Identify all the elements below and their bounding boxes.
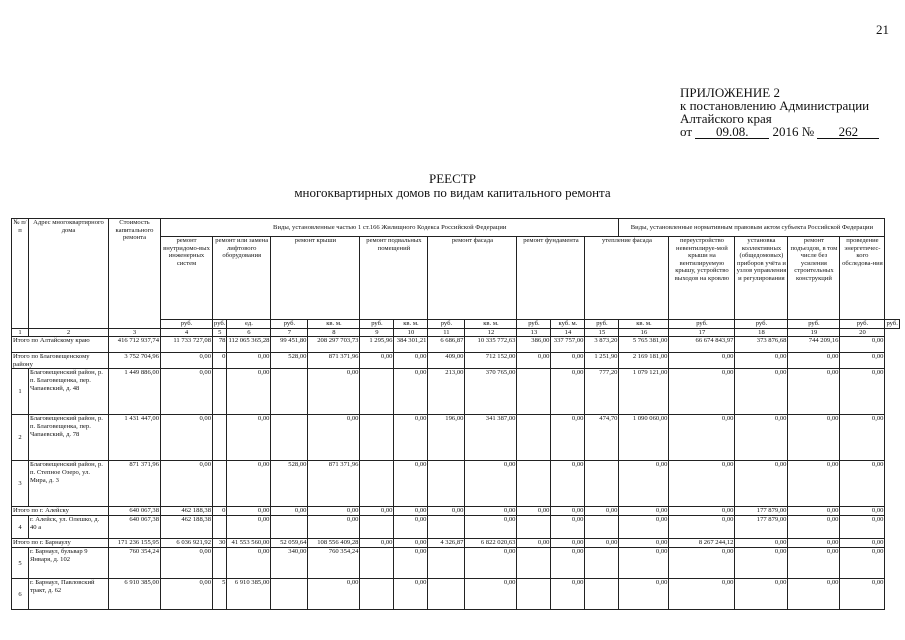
row-value: 5 bbox=[213, 579, 227, 610]
header-work-roof-conversion: переустройство невентилируе-мой крыши на вентилируемую крышу, устройство выходов на кровлю bbox=[669, 237, 735, 320]
row-value: 474,70 bbox=[585, 415, 619, 461]
row-value: 177 879,00 bbox=[735, 516, 788, 539]
row-value: 340,00 bbox=[271, 548, 308, 579]
row-value bbox=[517, 369, 551, 415]
unit-cell: руб. bbox=[886, 320, 898, 327]
column-number-cell: 12 bbox=[465, 328, 517, 337]
row-value bbox=[271, 516, 308, 539]
table-total-row bbox=[12, 353, 900, 369]
row-value bbox=[271, 579, 308, 610]
row-address: г. Барнаул, Павловский тракт, д. 62 bbox=[29, 579, 109, 610]
row-value: 3 873,20 bbox=[585, 337, 619, 353]
row-address: Благовещенский район, р. п. Благовещенка, пер. Чапаевский, д. 78 bbox=[29, 415, 109, 461]
row-value bbox=[213, 461, 227, 507]
row-value: 11 733 727,08 bbox=[161, 337, 213, 353]
table-total-row bbox=[12, 507, 900, 516]
row-value: 777,20 bbox=[585, 369, 619, 415]
row-value: 0,00 bbox=[619, 516, 669, 539]
header-address: Адрес многоквартирного дома bbox=[29, 219, 109, 329]
table-row bbox=[12, 579, 900, 610]
row-value bbox=[428, 516, 465, 539]
row-value: 0,00 bbox=[551, 516, 585, 539]
row-value: 0,00 bbox=[551, 353, 585, 369]
row-value: 0,00 bbox=[619, 548, 669, 579]
column-number-cell: 16 bbox=[619, 328, 669, 337]
row-value bbox=[585, 579, 619, 610]
unit-cell: куб. м. bbox=[551, 320, 585, 329]
appendix-from: от bbox=[680, 124, 693, 139]
row-value: 0,00 bbox=[394, 539, 428, 548]
column-number-cell: 20 bbox=[840, 328, 885, 337]
row-value: 0,00 bbox=[465, 461, 517, 507]
row-value bbox=[271, 369, 308, 415]
row-value: 0,00 bbox=[308, 507, 360, 516]
row-value: 0,00 bbox=[840, 516, 885, 539]
unit-cell: руб. bbox=[214, 320, 226, 327]
row-value: 0,00 bbox=[735, 415, 788, 461]
row-value: 0,00 bbox=[840, 548, 885, 579]
row-value: 0,00 bbox=[619, 579, 669, 610]
row-value: 0,00 bbox=[788, 461, 840, 507]
header-work-energy-audit: проведение энергетичес-кого обследова-ния bbox=[840, 237, 885, 320]
row-total-label: Итого по Благовещенскому району bbox=[12, 353, 109, 369]
row-value: 8 267 244,12 bbox=[669, 539, 735, 548]
row-value: 0,00 bbox=[735, 461, 788, 507]
row-value bbox=[360, 461, 394, 507]
row-value: 177 879,00 bbox=[735, 507, 788, 516]
unit-cell: кв. м. bbox=[465, 320, 517, 329]
row-value: 0,00 bbox=[227, 353, 271, 369]
row-value: 0,00 bbox=[161, 369, 213, 415]
row-number: 1 bbox=[12, 369, 29, 415]
unit-cell: руб. bbox=[669, 320, 735, 329]
row-value: 0,00 bbox=[394, 415, 428, 461]
row-value: 6 822 020,63 bbox=[465, 539, 517, 548]
row-number: 5 bbox=[12, 548, 29, 579]
row-value: 0,00 bbox=[394, 461, 428, 507]
row-value: 6 910 385,00 bbox=[109, 579, 161, 610]
row-value bbox=[213, 548, 227, 579]
row-value bbox=[213, 369, 227, 415]
row-value: 0,00 bbox=[840, 353, 885, 369]
row-value: 0,00 bbox=[551, 548, 585, 579]
row-value: 0,00 bbox=[308, 415, 360, 461]
row-value: 0,00 bbox=[227, 507, 271, 516]
column-number-cell: 11 bbox=[428, 328, 465, 337]
row-value bbox=[585, 548, 619, 579]
column-number-cell: 8 bbox=[308, 328, 360, 337]
column-number-cell: 13 bbox=[517, 328, 551, 337]
appendix-region: Алтайского края bbox=[680, 111, 772, 126]
row-address: Благовещенский район, р. п. Степное Озеро, ул. Мира, д. 3 bbox=[29, 461, 109, 507]
column-number-cell: 1 bbox=[12, 328, 29, 337]
row-value: 3 752 704,96 bbox=[109, 353, 161, 369]
row-total-label: Итого по г. Барнаулу bbox=[12, 539, 109, 548]
row-value: 0,00 bbox=[735, 369, 788, 415]
row-value: 0,00 bbox=[465, 579, 517, 610]
row-value: 5 765 381,00 bbox=[619, 337, 669, 353]
header-work-basement: ремонт подвальных помещений bbox=[360, 237, 428, 320]
row-value: 0,00 bbox=[227, 369, 271, 415]
row-value bbox=[360, 415, 394, 461]
row-value: 0,00 bbox=[308, 516, 360, 539]
row-value: 0,00 bbox=[788, 539, 840, 548]
row-value: 0,00 bbox=[227, 548, 271, 579]
row-value: 0,00 bbox=[161, 461, 213, 507]
row-number: 4 bbox=[12, 516, 29, 539]
row-address: г. Барнаул, бульвар 9 Января, д. 102 bbox=[29, 548, 109, 579]
row-value: 0,00 bbox=[735, 353, 788, 369]
row-value: 0,00 bbox=[428, 507, 465, 516]
row-value: 0,00 bbox=[788, 548, 840, 579]
row-value: 0,00 bbox=[840, 369, 885, 415]
row-value bbox=[428, 548, 465, 579]
row-value: 409,00 bbox=[428, 353, 465, 369]
row-value: 0,00 bbox=[788, 415, 840, 461]
row-value bbox=[428, 461, 465, 507]
appendix-title: ПРИЛОЖЕНИЕ 2 bbox=[680, 85, 780, 100]
column-number-cell: 9 bbox=[360, 328, 394, 337]
column-number-cell: 19 bbox=[788, 328, 840, 337]
column-number-cell: 3 bbox=[109, 328, 161, 337]
row-value: 0,00 bbox=[585, 507, 619, 516]
row-value: 0,00 bbox=[227, 415, 271, 461]
row-value: 0 bbox=[213, 507, 227, 516]
row-value: 108 556 409,28 bbox=[308, 539, 360, 548]
row-value bbox=[585, 461, 619, 507]
row-value: 337 757,00 bbox=[551, 337, 585, 353]
row-value bbox=[428, 579, 465, 610]
row-value: 0,00 bbox=[161, 548, 213, 579]
unit-cell: ед. bbox=[227, 320, 271, 329]
header-work-roof: ремонт крыши bbox=[271, 237, 360, 320]
row-value: 341 387,00 bbox=[465, 415, 517, 461]
row-value: 0,00 bbox=[840, 539, 885, 548]
column-number-cell: 17 bbox=[669, 328, 735, 337]
row-value: 370 765,00 bbox=[465, 369, 517, 415]
header-work-insulation: утепление фасада bbox=[585, 237, 669, 320]
row-value: 52 059,64 bbox=[271, 539, 308, 548]
row-value: 462 188,38 bbox=[161, 516, 213, 539]
column-number-cell: 5 bbox=[213, 328, 227, 337]
row-value: 0,00 bbox=[551, 579, 585, 610]
unit-cell: руб. bbox=[428, 320, 465, 329]
row-value bbox=[213, 415, 227, 461]
row-total-label: Итого по Алтайскому краю bbox=[12, 337, 109, 353]
registry-table bbox=[11, 218, 900, 610]
header-group-housing-code: Виды, установленные частью 1 ст.166 Жилищного Кодекса Российской Федерации bbox=[161, 219, 619, 237]
row-value: 6 036 921,92 bbox=[161, 539, 213, 548]
row-value: 0,00 bbox=[517, 353, 551, 369]
row-value: 0,00 bbox=[551, 461, 585, 507]
table-row bbox=[12, 516, 900, 539]
row-value: 99 451,80 bbox=[271, 337, 308, 353]
unit-cell: кв. м. bbox=[619, 320, 669, 329]
row-value: 0,00 bbox=[788, 516, 840, 539]
row-value: 1 449 886,00 bbox=[109, 369, 161, 415]
row-value bbox=[360, 579, 394, 610]
row-value bbox=[517, 516, 551, 539]
row-value: 0,00 bbox=[619, 539, 669, 548]
row-value: 462 188,38 bbox=[161, 507, 213, 516]
row-value: 0,00 bbox=[517, 539, 551, 548]
header-work-entrances: ремонт подъездов, в том числе без усиления строительных конструкций bbox=[788, 237, 840, 320]
row-value bbox=[517, 415, 551, 461]
row-value: 760 354,24 bbox=[308, 548, 360, 579]
row-value: 0,00 bbox=[840, 461, 885, 507]
row-value bbox=[517, 548, 551, 579]
row-value: 640 067,38 bbox=[109, 507, 161, 516]
row-value bbox=[213, 516, 227, 539]
row-value: 0,00 bbox=[735, 579, 788, 610]
row-value: 871 371,96 bbox=[308, 461, 360, 507]
header-work-foundation: ремонт фундамента bbox=[517, 237, 585, 320]
row-value: 30 bbox=[213, 539, 227, 548]
row-value: 0,00 bbox=[788, 507, 840, 516]
row-value: 0,00 bbox=[271, 507, 308, 516]
row-value: 0,00 bbox=[465, 507, 517, 516]
table-row bbox=[12, 415, 900, 461]
appendix-date-line bbox=[680, 125, 879, 139]
row-value bbox=[517, 579, 551, 610]
row-value: 1 431 447,00 bbox=[109, 415, 161, 461]
row-value: 6 910 385,00 bbox=[227, 579, 271, 610]
row-value: 1 079 121,00 bbox=[619, 369, 669, 415]
row-value: 1 251,90 bbox=[585, 353, 619, 369]
table-row bbox=[12, 548, 900, 579]
row-value: 41 553 560,00 bbox=[227, 539, 271, 548]
header-work-meters: установка коллективных (общедомовых) приборов учёта и узлов управления и регулирования bbox=[735, 237, 788, 320]
appendix-block bbox=[680, 86, 879, 139]
row-value: 0,00 bbox=[840, 415, 885, 461]
row-value: 0,00 bbox=[394, 369, 428, 415]
row-value: 0,00 bbox=[551, 507, 585, 516]
row-value: 0,00 bbox=[551, 539, 585, 548]
row-value: 386,00 bbox=[517, 337, 551, 353]
header-work-engineering: ремонт внутридомо-вых инженерных систем bbox=[161, 237, 213, 320]
row-value: 6 686,87 bbox=[428, 337, 465, 353]
row-value: 0,00 bbox=[465, 516, 517, 539]
header-cost: Стоимость капитального ремонта bbox=[109, 219, 161, 329]
row-value: 0,00 bbox=[669, 461, 735, 507]
row-value: 871 371,96 bbox=[109, 461, 161, 507]
row-number: 2 bbox=[12, 415, 29, 461]
unit-cell: руб. bbox=[271, 320, 308, 329]
row-value: 0,00 bbox=[161, 579, 213, 610]
header-group-regional: Виды, установленные нормативным правовым актом субъекта Российской Федерации bbox=[619, 219, 885, 237]
row-value: 1 090 060,00 bbox=[619, 415, 669, 461]
table-total-row bbox=[12, 539, 900, 548]
unit-cell: кв. м. bbox=[308, 320, 360, 329]
table-row bbox=[12, 461, 900, 507]
row-value: 196,00 bbox=[428, 415, 465, 461]
unit-cell: руб. bbox=[840, 320, 885, 329]
row-value: 0,00 bbox=[669, 353, 735, 369]
row-value: 0,00 bbox=[735, 548, 788, 579]
row-value: 0,00 bbox=[669, 369, 735, 415]
unit-cell: руб. bbox=[517, 320, 551, 329]
row-address: г. Алейск, ул. Олешко, д. 40 а bbox=[29, 516, 109, 539]
row-value: 4 326,87 bbox=[428, 539, 465, 548]
header-num: № п/п bbox=[12, 219, 29, 329]
row-value: 0,00 bbox=[669, 516, 735, 539]
row-value: 0,00 bbox=[161, 415, 213, 461]
column-number-cell: 10 bbox=[394, 328, 428, 337]
row-value: 0,00 bbox=[788, 353, 840, 369]
header-work-facade: ремонт фасада bbox=[428, 237, 517, 320]
column-number-cell: 4 bbox=[161, 328, 213, 337]
row-value: 0,00 bbox=[788, 579, 840, 610]
row-value: 528,00 bbox=[271, 461, 308, 507]
row-value: 0,00 bbox=[551, 415, 585, 461]
row-number: 3 bbox=[12, 461, 29, 507]
row-value bbox=[360, 548, 394, 579]
column-number-cell: 15 bbox=[585, 328, 619, 337]
row-value: 0,00 bbox=[669, 579, 735, 610]
row-value bbox=[585, 516, 619, 539]
row-value: 528,00 bbox=[271, 353, 308, 369]
row-value: 0,00 bbox=[227, 516, 271, 539]
unit-cell: руб. bbox=[585, 320, 619, 329]
row-value: 0,00 bbox=[161, 353, 213, 369]
registry-title: РЕЕСТР bbox=[429, 171, 476, 186]
column-number-cell: 18 bbox=[735, 328, 788, 337]
row-value: 0,00 bbox=[394, 353, 428, 369]
row-value: 0,00 bbox=[308, 579, 360, 610]
row-value: 213,00 bbox=[428, 369, 465, 415]
row-address: Благовещенский район, р. п. Благовещенка, пер. Чапаевский, д. 48 bbox=[29, 369, 109, 415]
row-value: 0,00 bbox=[840, 579, 885, 610]
row-value: 0,00 bbox=[394, 579, 428, 610]
unit-cell: руб. bbox=[161, 320, 213, 329]
row-value: 0,00 bbox=[619, 461, 669, 507]
row-value: 0,00 bbox=[788, 369, 840, 415]
column-number-cell: 6 bbox=[227, 328, 271, 337]
appendix-resolution: к постановлению Администрации bbox=[680, 98, 870, 113]
row-value: 66 674 843,97 bbox=[669, 337, 735, 353]
row-total-label: Итого по г. Алейску bbox=[12, 507, 109, 516]
page-number: 21 bbox=[876, 22, 889, 37]
row-value: 0,00 bbox=[840, 507, 885, 516]
registry-subtitle: многоквартирных домов по видам капитального ремонта bbox=[294, 185, 611, 200]
row-value: 0,00 bbox=[669, 507, 735, 516]
row-value: 0,00 bbox=[394, 548, 428, 579]
row-value: 0,00 bbox=[465, 548, 517, 579]
column-number-cell: 7 bbox=[271, 328, 308, 337]
row-value bbox=[271, 415, 308, 461]
row-value: 0,00 bbox=[360, 353, 394, 369]
row-value: 0,00 bbox=[619, 507, 669, 516]
unit-cell: руб. bbox=[360, 320, 394, 329]
column-number-cell: 2 bbox=[29, 328, 109, 337]
row-value: 0,00 bbox=[360, 539, 394, 548]
row-value: 712 152,00 bbox=[465, 353, 517, 369]
row-value: 416 712 937,74 bbox=[109, 337, 161, 353]
row-value: 0,00 bbox=[394, 516, 428, 539]
row-value: 0,00 bbox=[360, 507, 394, 516]
row-value: 373 876,68 bbox=[735, 337, 788, 353]
row-value: 0,00 bbox=[551, 369, 585, 415]
row-number: 6 bbox=[12, 579, 29, 610]
row-value: 0,00 bbox=[227, 461, 271, 507]
row-value: 0,00 bbox=[585, 539, 619, 548]
row-value: 1 295,96 bbox=[360, 337, 394, 353]
row-value: 0,00 bbox=[840, 337, 885, 353]
row-value bbox=[517, 461, 551, 507]
row-value: 760 354,24 bbox=[109, 548, 161, 579]
row-value: 0,00 bbox=[669, 548, 735, 579]
row-value: 2 169 181,00 bbox=[619, 353, 669, 369]
row-value: 744 209,16 bbox=[788, 337, 840, 353]
row-value: 78 bbox=[213, 337, 227, 353]
column-number-cell: 14 bbox=[551, 328, 585, 337]
row-value: 640 067,38 bbox=[109, 516, 161, 539]
row-value bbox=[360, 369, 394, 415]
row-value: 171 236 155,95 bbox=[109, 539, 161, 548]
row-value: 384 301,21 bbox=[394, 337, 428, 353]
row-value: 0 bbox=[213, 353, 227, 369]
row-value: 871 371,96 bbox=[308, 353, 360, 369]
row-value: 0,00 bbox=[669, 415, 735, 461]
table-row bbox=[12, 369, 900, 415]
header-work-elevator: ремонт или замена лифтового оборудования bbox=[213, 237, 271, 320]
row-value: 0,00 bbox=[308, 369, 360, 415]
appendix-year: 2016 № bbox=[772, 124, 815, 139]
table-total-row bbox=[12, 337, 900, 353]
row-value: 112 065 365,28 bbox=[227, 337, 271, 353]
row-value bbox=[360, 516, 394, 539]
row-value: 0,00 bbox=[394, 507, 428, 516]
unit-cell: руб. bbox=[735, 320, 788, 329]
appendix-number: 262 bbox=[817, 126, 879, 139]
row-value: 10 335 772,63 bbox=[465, 337, 517, 353]
row-value: 208 297 703,73 bbox=[308, 337, 360, 353]
row-value: 0,00 bbox=[735, 539, 788, 548]
unit-cell: кв. м. bbox=[394, 320, 428, 329]
unit-cell: руб. bbox=[788, 320, 840, 329]
appendix-date: 09.08. bbox=[695, 126, 769, 139]
row-value: 0,00 bbox=[517, 507, 551, 516]
